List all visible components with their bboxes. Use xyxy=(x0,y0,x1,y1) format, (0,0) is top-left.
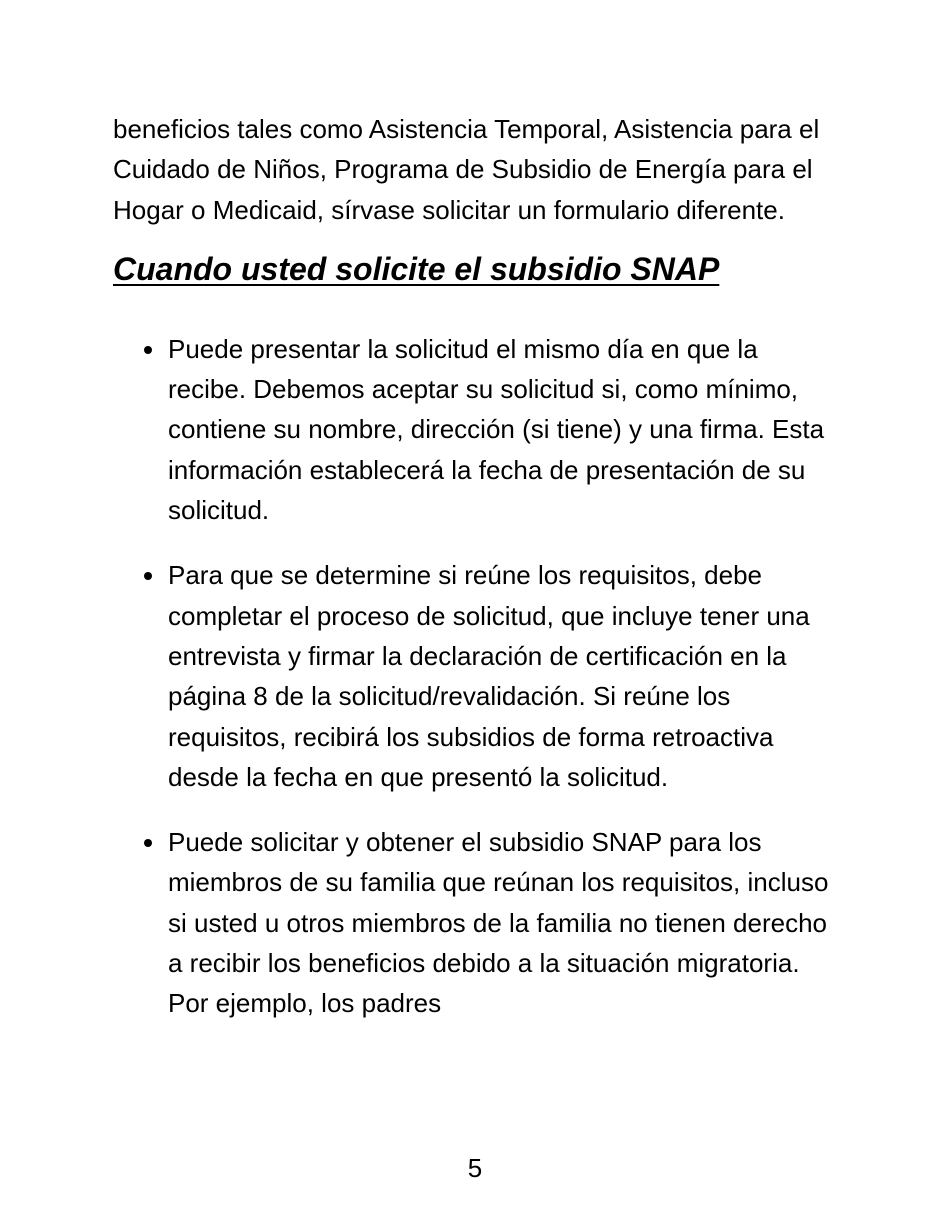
bullet-dot-icon xyxy=(144,572,152,580)
bullet-dot-icon xyxy=(144,839,152,847)
bullet-item xyxy=(113,329,833,530)
bullet-list xyxy=(113,329,833,1024)
bullet-item xyxy=(113,822,833,1023)
bullet-dot-icon xyxy=(144,346,152,354)
page-content xyxy=(113,109,833,1049)
bullet-text: Puede presentar la solicitud el mismo día en que la recibe. Debemos aceptar su solicitud si, como mínimo, contiene su nombre, dirección (si tiene) y una firma. Esta información establecerá la fecha de presentación de su solicitud. xyxy=(168,333,825,526)
section-heading: Cuando usted solicite el subsidio SNAP xyxy=(113,250,720,287)
bullet-text: Puede solicitar y obtener el subsidio SNAP para los miembros de su familia que reúnan los requisitos, incluso si usted u otros miembros de la familia no tienen derecho a recibir los beneficios debido a la situación migratoria. Por ejemplo, los padres xyxy=(168,827,829,1019)
bullet-text: Para que se determine si reúne los requisitos, debe completar el proceso de solicitud, que incluye tener una entrevista y firmar la declaración de certificación en la página 8 de la solicitud/revalidación. Si reúne los requisitos, recibirá los subsidios de forma retroactiva desde la fecha en que presentó la solicitud. xyxy=(168,560,810,792)
lead-paragraph: beneficios tales como Asistencia Temporal, Asistencia para el Cuidado de Niños, Programa de Subsidio de Energía para el Hogar o Medicaid, sírvase solicitar un formulario diferente. xyxy=(113,114,820,225)
page-number: 5 xyxy=(467,1153,483,1183)
bullet-item xyxy=(113,555,833,797)
